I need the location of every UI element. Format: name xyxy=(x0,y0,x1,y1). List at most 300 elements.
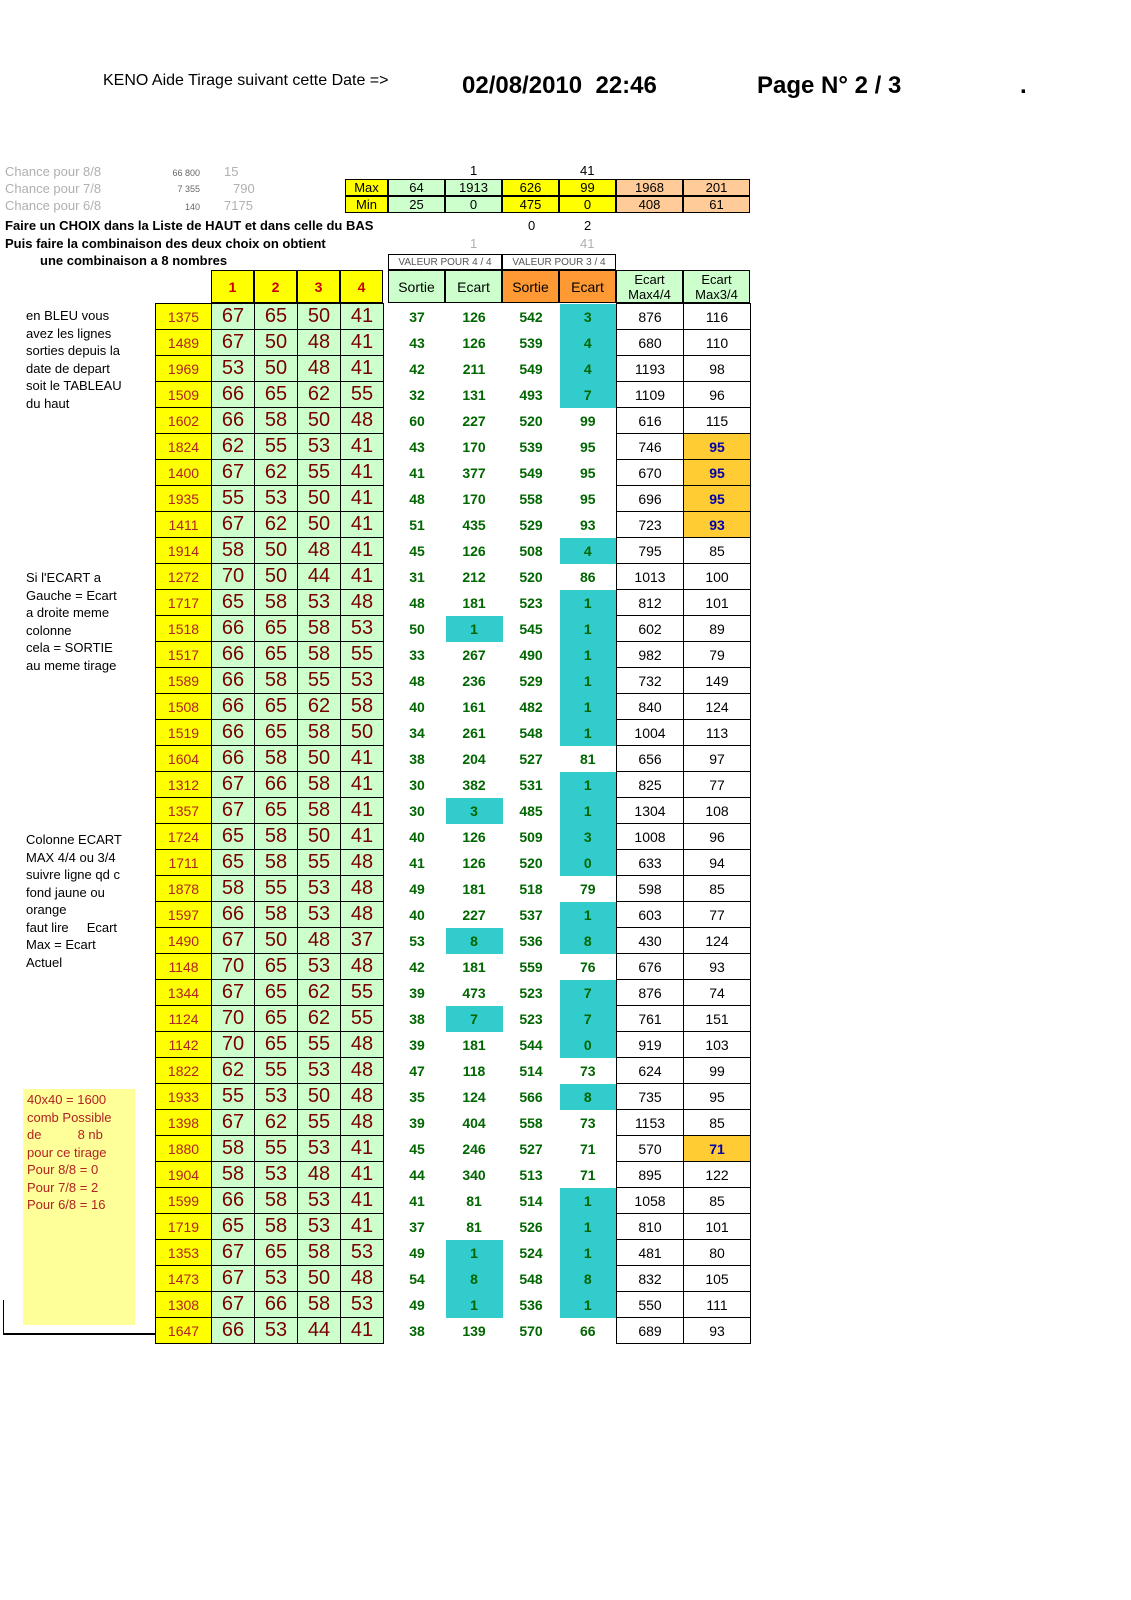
ecart-max-34: 96 xyxy=(684,382,751,408)
ecart-max-34: 103 xyxy=(684,1032,751,1058)
number-cell: 41 xyxy=(341,1318,384,1344)
ecart-max-34: 77 xyxy=(684,772,751,798)
number-cell: 55 xyxy=(255,1058,298,1084)
chance-8-label: Chance pour 8/8 xyxy=(5,164,102,179)
table-row xyxy=(156,1136,751,1162)
number-cell: 65 xyxy=(255,616,298,642)
number-cell: 48 xyxy=(341,1032,384,1058)
table-row xyxy=(156,954,751,980)
ecart-44: 170 xyxy=(462,438,486,455)
row-id: 1398 xyxy=(156,1110,212,1136)
ecart-34: 73 xyxy=(579,1062,596,1079)
sortie-44: 53 xyxy=(409,932,425,949)
instruction-line-3: une combinaison a 8 nombres xyxy=(40,253,228,268)
ecart-44: 124 xyxy=(462,1088,486,1105)
row-id: 1647 xyxy=(156,1318,212,1344)
ecart-max-44: 481 xyxy=(617,1240,684,1266)
ecart-max-44: 895 xyxy=(617,1162,684,1188)
number-cell: 55 xyxy=(341,980,384,1006)
note-line: soit le TABLEAU xyxy=(26,378,122,393)
min-v5: 408 xyxy=(616,196,683,213)
chance-8-value: 15 xyxy=(224,164,239,179)
number-cell: 50 xyxy=(298,408,341,434)
note-line: Colonne ECART xyxy=(26,832,122,847)
ecart-max-44: 795 xyxy=(617,538,684,564)
ecart-34: 8 xyxy=(560,928,617,954)
ecart-34: 86 xyxy=(579,568,596,585)
sortie-34: 514 xyxy=(519,1192,543,1209)
ecart-max-44: 876 xyxy=(617,980,684,1006)
note-line: Si l'ECART a xyxy=(26,570,101,585)
sortie-44: 47 xyxy=(409,1062,425,1079)
number-cell: 53 xyxy=(341,668,384,694)
table-row xyxy=(156,564,751,590)
number-cell: 65 xyxy=(255,304,298,330)
number-cell: 58 xyxy=(212,538,255,564)
sortie-34: 485 xyxy=(519,802,543,819)
row-id: 1411 xyxy=(156,512,212,538)
ecart-max-44: 616 xyxy=(617,408,684,434)
ecart-max-44: 919 xyxy=(617,1032,684,1058)
sortie-34: 542 xyxy=(519,308,543,325)
note-line: Pour 8/8 = 0 xyxy=(27,1162,99,1177)
note-line: sorties depuis la xyxy=(26,343,120,358)
sortie-44: 43 xyxy=(409,334,425,351)
ecart-max-44: 1013 xyxy=(617,564,684,590)
ecart-44: 131 xyxy=(462,386,486,403)
note-line: pour ce tirage xyxy=(27,1144,107,1160)
number-cell: 58 xyxy=(255,590,298,616)
sortie-44: 34 xyxy=(409,724,425,741)
number-cell: 50 xyxy=(298,486,341,512)
number-cell: 41 xyxy=(341,1136,384,1162)
ecart-max-44: 1008 xyxy=(617,824,684,850)
instruction-line-2: Puis faire la combinaison des deux choix on obtient xyxy=(5,236,326,251)
note-line: colonne xyxy=(26,622,72,638)
table-row xyxy=(156,694,751,720)
number-cell: 67 xyxy=(212,1240,255,1266)
sortie-34: 536 xyxy=(519,1296,543,1313)
ecart-max-44: 603 xyxy=(617,902,684,928)
number-cell: 48 xyxy=(298,538,341,564)
table-row xyxy=(156,772,751,798)
ecart-max-44: 676 xyxy=(617,954,684,980)
number-cell: 58 xyxy=(298,1292,341,1318)
ecart-34: 99 xyxy=(579,412,596,429)
ecart-34: 66 xyxy=(579,1322,596,1339)
ecart-max-44: 761 xyxy=(617,1006,684,1032)
table-row xyxy=(156,1266,751,1292)
number-cell: 55 xyxy=(341,382,384,408)
sortie-44: 37 xyxy=(409,1218,425,1235)
grey-value-1: 1 xyxy=(470,236,478,251)
number-cell: 67 xyxy=(212,1292,255,1318)
note-line: faut lire Ecart xyxy=(26,919,118,935)
max-v3: 626 xyxy=(502,179,559,196)
ecart-44: 382 xyxy=(462,776,486,793)
sortie-44: 35 xyxy=(409,1088,425,1105)
sortie-34: 549 xyxy=(519,360,543,377)
ecart-max-44: 746 xyxy=(617,434,684,460)
number-cell: 62 xyxy=(212,434,255,460)
ecart-44: 126 xyxy=(462,334,486,351)
sortie-34: 548 xyxy=(519,724,543,741)
ecart-44: 227 xyxy=(462,906,486,923)
sortie-34: 544 xyxy=(519,1036,543,1053)
ecart-max-34: 108 xyxy=(684,798,751,824)
ecart-34: 1 xyxy=(560,1292,617,1318)
number-cell: 50 xyxy=(298,1266,341,1292)
ecart-max-34: 85 xyxy=(684,876,751,902)
col-header-3: 3 xyxy=(297,270,340,303)
sortie-44: 44 xyxy=(409,1166,425,1183)
number-cell: 58 xyxy=(255,746,298,772)
note-line: suivre ligne qd c xyxy=(26,867,120,882)
number-cell: 41 xyxy=(341,746,384,772)
sortie-34: 527 xyxy=(519,1140,543,1157)
ecart-max-34: 115 xyxy=(684,408,751,434)
ecart-max-34: 99 xyxy=(684,1058,751,1084)
col-header-sortie-3: Sortie xyxy=(502,270,559,303)
number-cell: 53 xyxy=(341,1240,384,1266)
number-cell: 41 xyxy=(341,1162,384,1188)
number-cell: 55 xyxy=(298,1110,341,1136)
number-cell: 65 xyxy=(255,642,298,668)
row-id: 1375 xyxy=(156,304,212,330)
ecart-max-34: 94 xyxy=(684,850,751,876)
number-cell: 53 xyxy=(298,902,341,928)
number-cell: 55 xyxy=(212,1084,255,1110)
number-cell: 67 xyxy=(212,772,255,798)
sortie-44: 30 xyxy=(409,776,425,793)
chance-8-small: 66 800 xyxy=(172,168,200,178)
sortie-34: 558 xyxy=(519,490,543,507)
chance-6-label: Chance pour 6/8 xyxy=(5,198,102,213)
ecart-44: 181 xyxy=(462,1036,486,1053)
number-cell: 48 xyxy=(298,928,341,954)
number-cell: 53 xyxy=(298,876,341,902)
ecart-max-44: 550 xyxy=(617,1292,684,1318)
grey-value-41: 41 xyxy=(580,236,595,251)
row-id: 1717 xyxy=(156,590,212,616)
sortie-44: 32 xyxy=(409,386,425,403)
ecart-44: 1 xyxy=(446,1240,503,1266)
ecart-44: 181 xyxy=(462,594,486,611)
ecart-44: 267 xyxy=(462,646,486,663)
ecart-34: 1 xyxy=(560,720,617,746)
number-cell: 50 xyxy=(298,824,341,850)
col-header-ecart: Ecart xyxy=(445,270,502,303)
sortie-44: 51 xyxy=(409,516,425,533)
ecart-34: 8 xyxy=(560,1266,617,1292)
sortie-44: 38 xyxy=(409,1322,425,1339)
note-line: avez les lignes xyxy=(26,325,112,341)
ecart-max-34: 93 xyxy=(684,1318,751,1344)
ecart-max-44: 832 xyxy=(617,1266,684,1292)
sortie-34: 490 xyxy=(519,646,543,663)
note-line: Max = Ecart xyxy=(26,937,96,952)
row-id: 1904 xyxy=(156,1162,212,1188)
sortie-44: 30 xyxy=(409,802,425,819)
ecart-max-44: 1193 xyxy=(617,356,684,382)
ecart-44: 1 xyxy=(446,1292,503,1318)
ecart-34: 1 xyxy=(560,1188,617,1214)
sortie-34: 524 xyxy=(519,1244,543,1261)
ecart-44: 236 xyxy=(462,672,486,689)
table-row xyxy=(156,1162,751,1188)
number-cell: 58 xyxy=(298,772,341,798)
max-v6: 201 xyxy=(683,179,750,196)
ecart-max-34: 95 xyxy=(684,460,751,486)
number-cell: 58 xyxy=(298,798,341,824)
row-id: 1357 xyxy=(156,798,212,824)
number-cell: 66 xyxy=(212,746,255,772)
ecart-44: 126 xyxy=(462,542,486,559)
sortie-44: 38 xyxy=(409,1010,425,1027)
min-v4: 0 xyxy=(559,196,616,213)
ecart-34: 1 xyxy=(560,772,617,798)
number-cell: 41 xyxy=(341,1214,384,1240)
number-cell: 67 xyxy=(212,1110,255,1136)
table-row xyxy=(156,486,751,512)
note-line: 40x40 = 1600 xyxy=(27,1092,107,1107)
sortie-34: 548 xyxy=(519,1270,543,1287)
sortie-44: 42 xyxy=(409,958,425,975)
ecart-max-44: 982 xyxy=(617,642,684,668)
number-cell: 50 xyxy=(298,746,341,772)
ecart-max-34: 85 xyxy=(684,1110,751,1136)
trailing-dot: . xyxy=(1020,72,1027,99)
row-id: 1935 xyxy=(156,486,212,512)
number-cell: 65 xyxy=(255,1006,298,1032)
number-cell: 70 xyxy=(212,954,255,980)
number-cell: 70 xyxy=(212,564,255,590)
ecart-max-44: 689 xyxy=(617,1318,684,1344)
ecart-max-34: 74 xyxy=(684,980,751,1006)
table-row xyxy=(156,408,751,434)
ecart-44: 170 xyxy=(462,490,486,507)
instruction-value-0: 0 xyxy=(528,218,536,233)
note-combinations xyxy=(23,1089,135,1325)
top-value-b: 41 xyxy=(580,163,595,178)
ecart-34: 95 xyxy=(579,438,596,455)
bracket-vertical xyxy=(3,1300,4,1334)
ecart-max-44: 670 xyxy=(617,460,684,486)
ecart-34: 1 xyxy=(560,590,617,616)
number-cell: 62 xyxy=(298,382,341,408)
number-cell: 55 xyxy=(298,668,341,694)
sortie-34: 549 xyxy=(519,464,543,481)
max-v5: 1968 xyxy=(616,179,683,196)
number-cell: 50 xyxy=(255,564,298,590)
ecart-34: 7 xyxy=(560,980,617,1006)
table-row xyxy=(156,304,751,330)
table-row xyxy=(156,1214,751,1240)
number-cell: 67 xyxy=(212,980,255,1006)
ecart-max-44: 723 xyxy=(617,512,684,538)
number-cell: 58 xyxy=(298,642,341,668)
col-header-1: 1 xyxy=(211,270,254,303)
page-title: KENO Aide Tirage suivant cette Date => xyxy=(103,72,389,89)
ecart-44: 212 xyxy=(462,568,486,585)
number-cell: 50 xyxy=(255,356,298,382)
number-cell: 66 xyxy=(212,720,255,746)
row-id: 1822 xyxy=(156,1058,212,1084)
ecart-max-34: 111 xyxy=(684,1292,751,1318)
number-cell: 62 xyxy=(212,1058,255,1084)
table-row xyxy=(156,642,751,668)
table-row xyxy=(156,876,751,902)
ecart-34: 79 xyxy=(579,880,596,897)
number-cell: 41 xyxy=(341,356,384,382)
number-cell: 50 xyxy=(255,330,298,356)
number-cell: 48 xyxy=(341,876,384,902)
ecart-44: 8 xyxy=(446,1266,503,1292)
col-header-ecart-3: Ecart xyxy=(559,270,616,303)
table-row xyxy=(156,434,751,460)
table-row xyxy=(156,1006,751,1032)
ecart-44: 246 xyxy=(462,1140,486,1157)
min-label: Min xyxy=(345,196,388,213)
row-id: 1489 xyxy=(156,330,212,356)
min-v1: 25 xyxy=(388,196,445,213)
row-id: 1724 xyxy=(156,824,212,850)
number-cell: 53 xyxy=(255,1266,298,1292)
ecart-max-34: 122 xyxy=(684,1162,751,1188)
sortie-44: 37 xyxy=(409,308,425,325)
col-header-max44: Ecart Max4/4 xyxy=(616,270,683,303)
bracket-horizontal xyxy=(3,1333,155,1335)
ecart-34: 1 xyxy=(560,694,617,720)
ecart-34: 4 xyxy=(560,356,617,382)
number-cell: 53 xyxy=(341,616,384,642)
ecart-44: 473 xyxy=(462,984,486,1001)
number-cell: 66 xyxy=(212,382,255,408)
number-cell: 48 xyxy=(341,1266,384,1292)
sortie-44: 42 xyxy=(409,360,425,377)
sortie-34: 559 xyxy=(519,958,543,975)
sortie-44: 31 xyxy=(409,568,425,585)
ecart-max-44: 680 xyxy=(617,330,684,356)
number-cell: 50 xyxy=(298,304,341,330)
row-id: 1518 xyxy=(156,616,212,642)
ecart-max-34: 105 xyxy=(684,1266,751,1292)
number-cell: 58 xyxy=(255,824,298,850)
sortie-44: 45 xyxy=(409,1140,425,1157)
number-cell: 67 xyxy=(212,330,255,356)
ecart-max-34: 113 xyxy=(684,720,751,746)
row-id: 1597 xyxy=(156,902,212,928)
number-cell: 58 xyxy=(212,1136,255,1162)
number-cell: 66 xyxy=(212,642,255,668)
ecart-max-34: 96 xyxy=(684,824,751,850)
number-cell: 65 xyxy=(212,1214,255,1240)
number-cell: 53 xyxy=(298,1058,341,1084)
note-ecart xyxy=(26,569,117,674)
col-header-4: 4 xyxy=(340,270,383,303)
row-id: 1509 xyxy=(156,382,212,408)
number-cell: 65 xyxy=(255,954,298,980)
table-row xyxy=(156,668,751,694)
row-id: 1969 xyxy=(156,356,212,382)
note-line: cela = SORTIE xyxy=(26,640,113,655)
number-cell: 37 xyxy=(341,928,384,954)
table-row xyxy=(156,538,751,564)
number-cell: 41 xyxy=(341,538,384,564)
page-number: Page N° 2 / 3 xyxy=(757,72,902,99)
ecart-max-34: 151 xyxy=(684,1006,751,1032)
ecart-max-34: 79 xyxy=(684,642,751,668)
ecart-max-34: 85 xyxy=(684,1188,751,1214)
number-cell: 67 xyxy=(212,512,255,538)
ecart-44: 7 xyxy=(446,1006,503,1032)
ecart-max-34: 93 xyxy=(684,512,751,538)
sortie-44: 54 xyxy=(409,1270,425,1287)
sortie-44: 40 xyxy=(409,906,425,923)
ecart-max-34: 95 xyxy=(684,1084,751,1110)
min-v6: 61 xyxy=(683,196,750,213)
sortie-34: 537 xyxy=(519,906,543,923)
number-cell: 65 xyxy=(255,382,298,408)
row-id: 1878 xyxy=(156,876,212,902)
chance-7-small: 7 355 xyxy=(177,184,200,194)
row-id: 1933 xyxy=(156,1084,212,1110)
number-cell: 55 xyxy=(212,486,255,512)
date-time xyxy=(462,72,657,100)
row-id: 1589 xyxy=(156,668,212,694)
sortie-44: 41 xyxy=(409,1192,425,1209)
ecart-44: 261 xyxy=(462,724,486,741)
note-line: au meme tirage xyxy=(26,657,117,673)
table-row xyxy=(156,382,751,408)
number-cell: 62 xyxy=(298,694,341,720)
sortie-44: 49 xyxy=(409,1296,425,1313)
number-cell: 62 xyxy=(298,980,341,1006)
number-cell: 48 xyxy=(341,1058,384,1084)
note-line: Pour 7/8 = 2 xyxy=(27,1179,99,1195)
note-line: Pour 6/8 = 16 xyxy=(27,1197,106,1212)
number-cell: 67 xyxy=(212,304,255,330)
min-v3: 475 xyxy=(502,196,559,213)
sortie-44: 43 xyxy=(409,438,425,455)
ecart-34: 76 xyxy=(579,958,596,975)
sortie-34: 536 xyxy=(519,932,543,949)
number-cell: 55 xyxy=(298,460,341,486)
ecart-max-34: 100 xyxy=(684,564,751,590)
sortie-44: 41 xyxy=(409,854,425,871)
ecart-44: 435 xyxy=(462,516,486,533)
table-row xyxy=(156,1188,751,1214)
number-cell: 53 xyxy=(298,590,341,616)
number-cell: 48 xyxy=(341,408,384,434)
max-v2: 1913 xyxy=(445,179,502,196)
number-cell: 48 xyxy=(341,954,384,980)
row-id: 1312 xyxy=(156,772,212,798)
table-row xyxy=(156,1318,751,1344)
note-line: Gauche = Ecart xyxy=(26,587,117,603)
number-cell: 41 xyxy=(341,330,384,356)
number-cell: 53 xyxy=(298,434,341,460)
sortie-34: 526 xyxy=(519,1218,543,1235)
note-line: comb Possible xyxy=(27,1109,112,1125)
number-cell: 55 xyxy=(298,1032,341,1058)
number-cell: 53 xyxy=(255,486,298,512)
ecart-max-44: 810 xyxy=(617,1214,684,1240)
note-line: en BLEU vous xyxy=(26,308,110,323)
sortie-34: 523 xyxy=(519,594,543,611)
table-row xyxy=(156,850,751,876)
max-label: Max xyxy=(345,179,388,196)
